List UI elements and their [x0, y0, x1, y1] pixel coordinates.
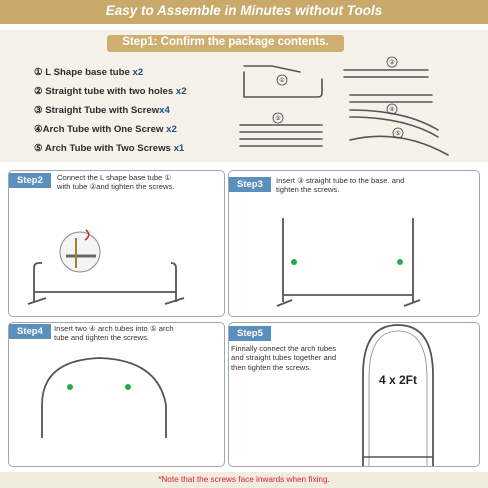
zoom-detail-circle	[60, 232, 100, 272]
step5-arch-drawing	[363, 325, 433, 466]
diagram-label: ④	[389, 106, 395, 113]
check-icon	[125, 384, 131, 390]
step2-description: Connect the L shape base tube ① with tube ②and tighten the screws.	[57, 173, 175, 192]
page-title: Easy to Assemble in Minutes without Tools	[105, 3, 383, 18]
check-icon	[291, 259, 297, 265]
step4-description: Insert two ④ arch tubes into ⑤ arch tube and tighten the screws.	[54, 324, 174, 343]
parts-list-item: ④Arch Tube with One Screw x2	[34, 124, 177, 135]
step5-description: Finnally connect the arch tubes and straight tubes together and then tighten the screws.	[231, 344, 337, 372]
arch-tube-5-drawing	[350, 136, 448, 155]
note-text: *Note that the screws face inwards when fixing.	[158, 475, 330, 484]
parts-list-item: ⑤ Arch Tube with Two Screws x1	[34, 143, 185, 154]
step3-description: Insert ③ straight tube to the base. and tighten the screws.	[276, 176, 405, 195]
diagram-label: ⑤	[395, 130, 401, 137]
diagram-label: ①	[279, 77, 285, 84]
step3-tag: Step3	[229, 177, 271, 192]
step4-tag: Step4	[9, 324, 51, 339]
parts-list-item: ② Straight tube with two holes x2	[34, 86, 187, 97]
step2-tag: Step2	[9, 173, 51, 188]
check-icon	[67, 384, 73, 390]
check-icon	[397, 259, 403, 265]
diagram-label: ③	[275, 115, 281, 122]
step2-base-drawing	[28, 263, 184, 304]
step4-arch-drawing	[42, 358, 166, 438]
arch-tube-4-drawing	[350, 110, 438, 130]
step1-label: Step1: Confirm the package contents.	[122, 36, 329, 48]
diagram-label: ②	[389, 59, 395, 66]
parts-list-item: ③ Straight Tube with Screwx4	[34, 105, 170, 116]
parts-list-item: ① L Shape base tube x2	[34, 67, 144, 78]
step5-tag: Step5	[229, 326, 271, 341]
size-label: 4 x 2Ft	[378, 373, 418, 387]
